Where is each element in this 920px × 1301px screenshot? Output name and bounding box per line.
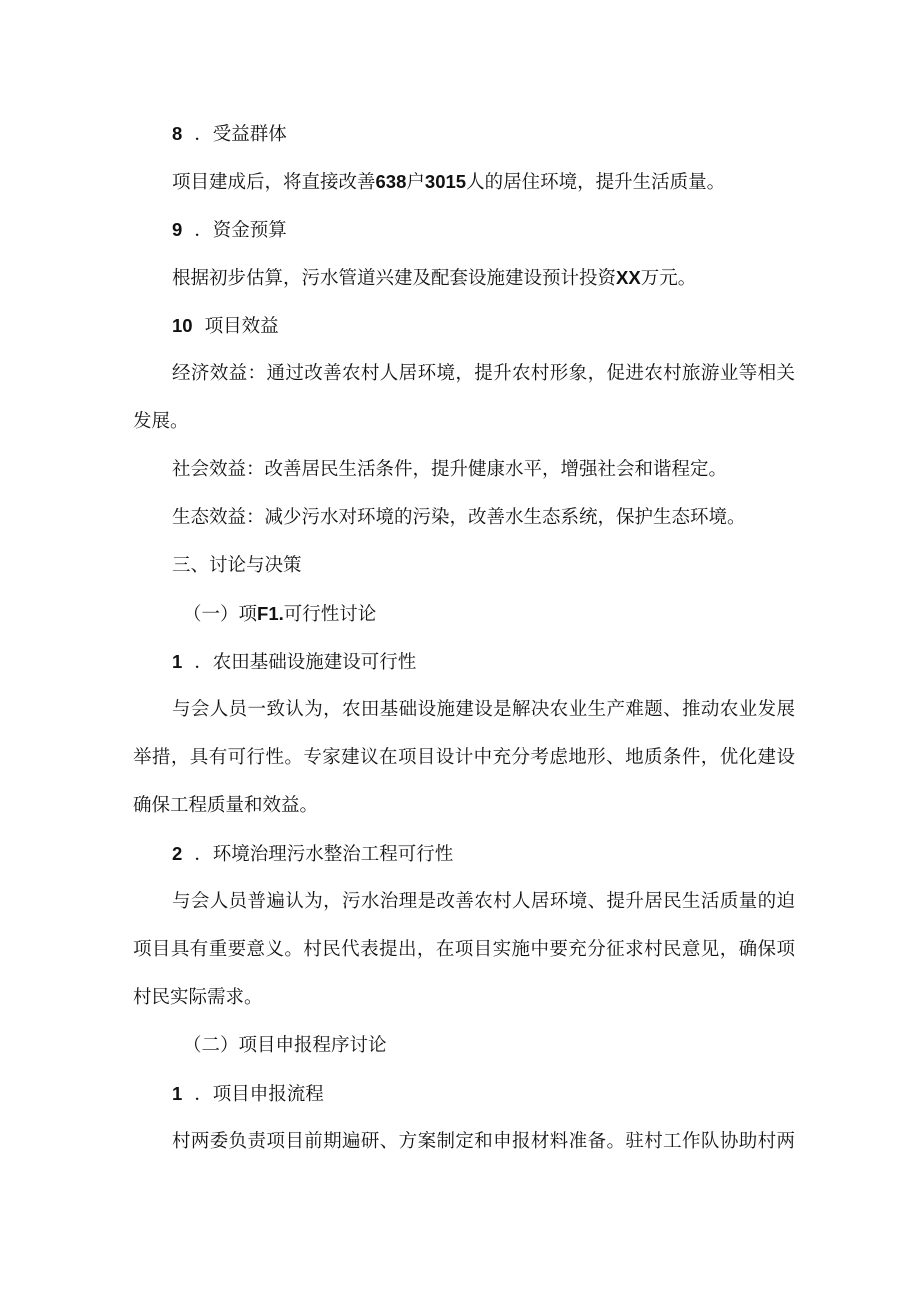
paragraph bbox=[0, 254, 920, 302]
numbered-heading bbox=[0, 638, 795, 686]
heading-text: ．资金预算 bbox=[194, 220, 287, 241]
text-segment: （二）项目申报程序讨论 bbox=[183, 1035, 387, 1056]
text-segment: 人的居住环境，提升生活质量。 bbox=[466, 172, 726, 193]
paragraph-line bbox=[0, 350, 795, 398]
paragraph-line bbox=[0, 494, 795, 542]
heading-text: ．受益群体 bbox=[194, 124, 287, 145]
paragraph-line bbox=[0, 158, 795, 206]
text-segment: （一）项 bbox=[183, 604, 258, 625]
heading-number: 1 bbox=[172, 651, 183, 672]
bold-text: XX bbox=[616, 267, 641, 288]
text-segment: 生态效益：减少污水对环境的污染，改善水生态系统，保护生态环境。 bbox=[172, 507, 746, 528]
paragraph-line bbox=[0, 926, 795, 974]
text-segment: 与会人员普遍认为，污水治理是改善农村人居环境、提升居民生活质量的迫 bbox=[172, 891, 795, 912]
heading-text: 项目效益 bbox=[204, 316, 279, 337]
heading-text: ．环境治理污水整治工程可行性 bbox=[194, 844, 454, 865]
paragraph bbox=[0, 1118, 920, 1166]
section-title bbox=[0, 542, 795, 590]
text-segment: 三、讨论与决策 bbox=[172, 555, 302, 576]
text-segment: 可行性讨论 bbox=[283, 604, 377, 625]
paragraph-line bbox=[0, 734, 795, 782]
heading-number: 10 bbox=[172, 315, 193, 336]
paragraph bbox=[0, 494, 920, 542]
heading-number: 1 bbox=[172, 1083, 183, 1104]
heading-number: 9 bbox=[172, 219, 183, 240]
subsection-title bbox=[0, 1022, 795, 1070]
paragraph bbox=[0, 878, 920, 1022]
heading-text: ．农田基础设施建设可行性 bbox=[194, 652, 417, 673]
paragraph-line bbox=[0, 398, 795, 446]
text-segment: 与会人员一致认为，农田基础设施建设是解决农业生产难题、推动农业发展 bbox=[172, 699, 795, 720]
paragraph bbox=[0, 158, 920, 206]
paragraph-line bbox=[0, 878, 795, 926]
numbered-heading bbox=[0, 830, 795, 878]
paragraph-line bbox=[0, 1118, 795, 1166]
text-segment: 根据初步估算，污水管道兴建及配套设施建设预计投资 bbox=[172, 268, 617, 289]
text-segment: 户 bbox=[406, 172, 425, 193]
numbered-heading bbox=[0, 206, 795, 254]
bold-text: 3015 bbox=[424, 171, 467, 192]
text-segment: 社会效益：改善居民生活条件，提升健康水平，增强社会和谐程定。 bbox=[172, 459, 728, 480]
paragraph bbox=[0, 446, 920, 494]
text-segment: 村两委负责项目前期遍研、方案制定和申报材料准备。驻村工作队协助村两 bbox=[172, 1131, 795, 1152]
numbered-heading bbox=[0, 1070, 795, 1118]
subsection-title bbox=[0, 590, 795, 638]
paragraph-line bbox=[0, 782, 795, 830]
paragraph bbox=[0, 686, 920, 830]
text-segment: 举措，具有可行性。专家建议在项目设计中充分考虑地形、地质条件，优化建设 bbox=[133, 747, 795, 768]
numbered-heading bbox=[0, 302, 795, 350]
text-segment: 项目建成后，将直接改善 bbox=[172, 172, 376, 193]
text-segment: 发展。 bbox=[133, 411, 189, 432]
heading-number: 2 bbox=[172, 843, 183, 864]
paragraph-line bbox=[0, 974, 795, 1022]
text-segment: 村民实际需求。 bbox=[133, 987, 263, 1008]
text-segment: 确保工程质量和效益。 bbox=[133, 795, 319, 816]
numbered-heading bbox=[0, 110, 795, 158]
text-segment: 经济效益：通过改善农村人居环境，提升农村形象，促进农村旅游业等相关 bbox=[172, 363, 795, 384]
text-segment: 万元。 bbox=[640, 268, 697, 289]
document-page bbox=[0, 110, 920, 1166]
heading-number: 8 bbox=[172, 123, 183, 144]
text-segment: 项目具有重要意义。村民代表提出，在项目实施中要充分征求村民意见，确保项 bbox=[133, 939, 795, 960]
paragraph-line bbox=[0, 446, 795, 494]
paragraph-line bbox=[0, 254, 795, 302]
bold-text: F1. bbox=[257, 603, 284, 624]
heading-text: ．项目申报流程 bbox=[194, 1084, 324, 1105]
bold-text: 638 bbox=[375, 171, 407, 192]
paragraph bbox=[0, 350, 920, 446]
paragraph-line bbox=[0, 686, 795, 734]
